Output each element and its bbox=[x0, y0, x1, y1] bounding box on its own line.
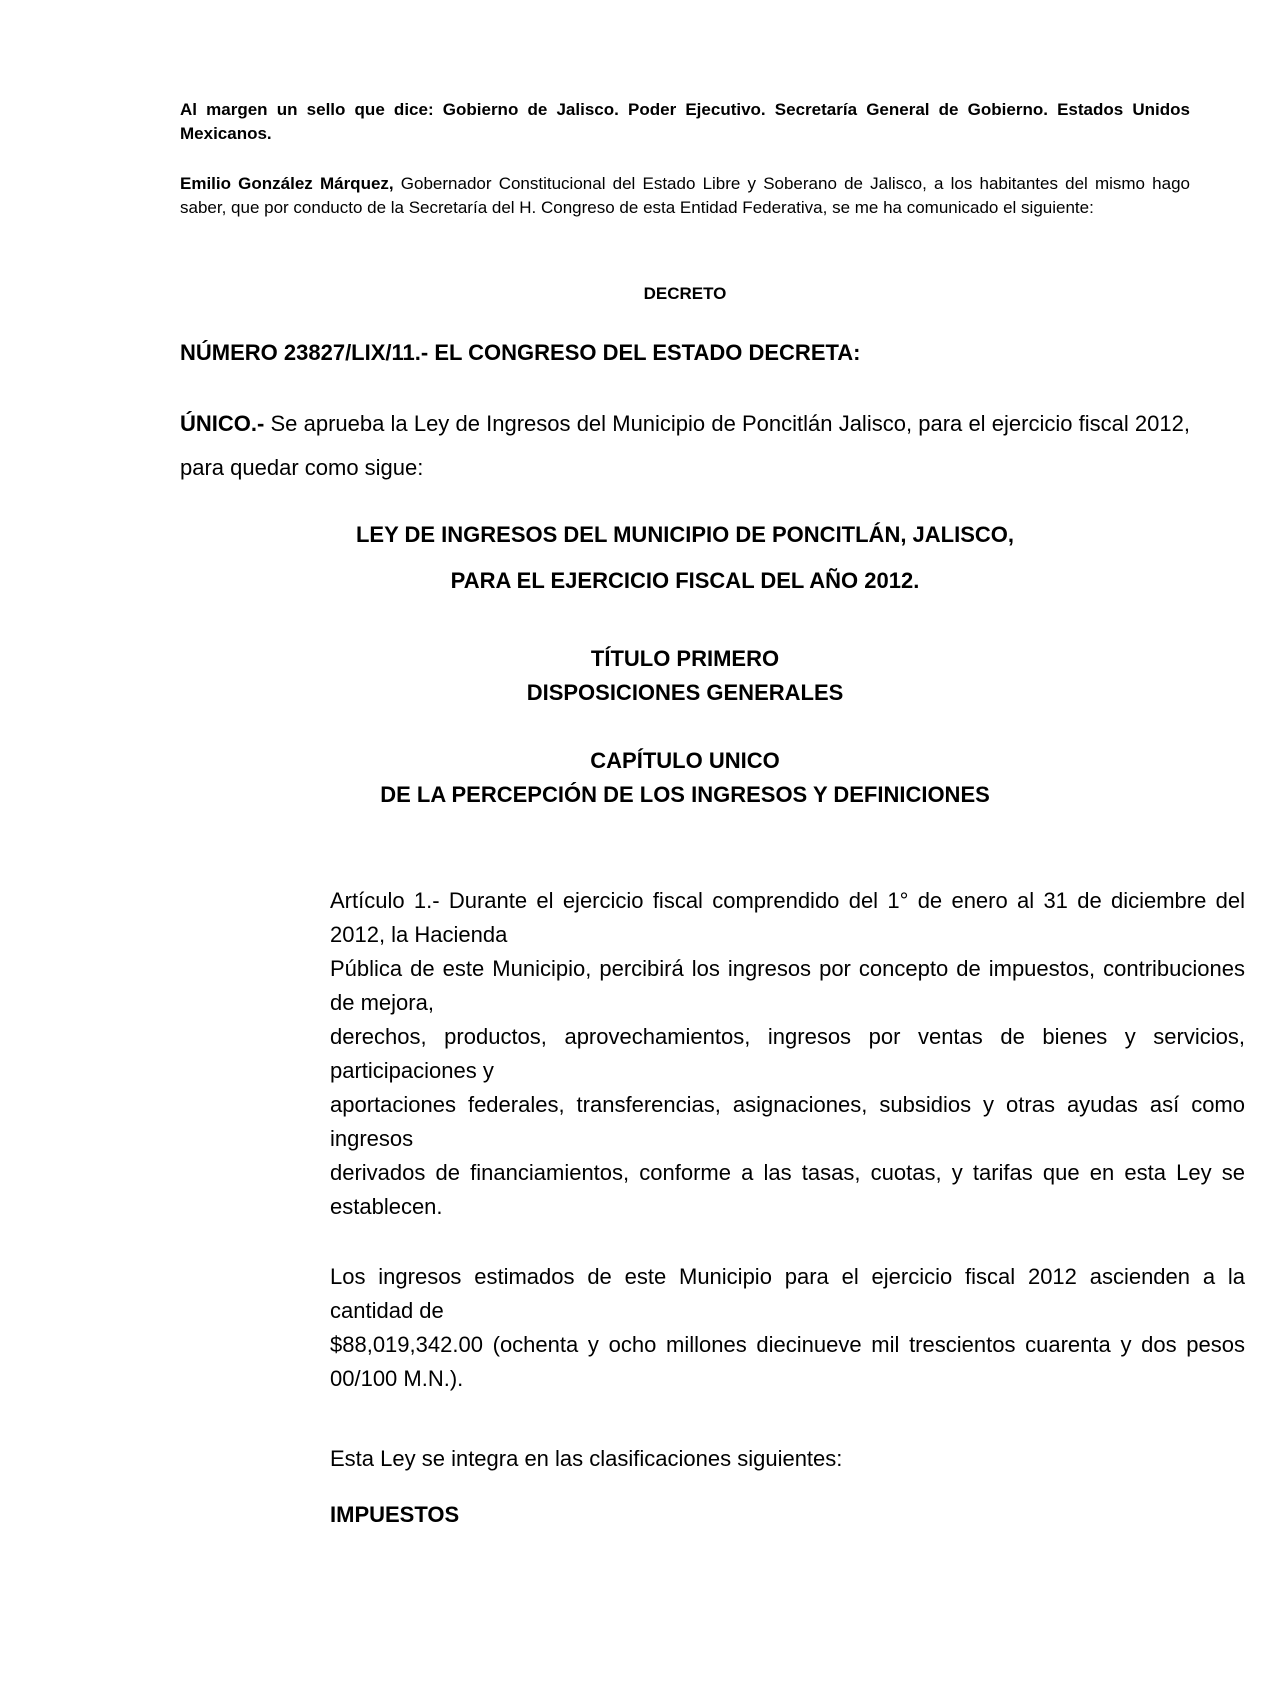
unico-text: Se aprueba la Ley de Ingresos del Municipio de Poncitlán Jalisco, para el ejercicio fiscal 2012, para quedar como sigue: bbox=[180, 411, 1190, 480]
article-1-line: aportaciones federales, transferencias, asignaciones, subsidios y otras ayudas así como ingresos bbox=[330, 1092, 1245, 1151]
estimated-income-line: Los ingresos estimados de este Municipio para el ejercicio fiscal 2012 ascienden a la cantidad de bbox=[330, 1264, 1245, 1323]
estimated-income-line: $88,019,342.00 (ochenta y ocho millones diecinueve mil trescientos cuarenta y dos pesos 00/100 M.N.). bbox=[330, 1332, 1245, 1391]
unico-label: ÚNICO.- bbox=[180, 411, 265, 436]
chapter-subtitle: DE LA PERCEPCIÓN DE LOS INGRESOS Y DEFINICIONES bbox=[380, 782, 990, 807]
unico-paragraph bbox=[180, 402, 1190, 490]
article-1 bbox=[330, 884, 1245, 1224]
decree-number: NÚMERO 23827/LIX/11.- EL CONGRESO DEL ESTADO DECRETA: bbox=[180, 340, 861, 365]
article-1-line: Pública de este Municipio, percibirá los ingresos por concepto de impuestos, contribuciones de mejora, bbox=[330, 956, 1245, 1015]
intro-paragraph bbox=[180, 172, 1190, 220]
chapter-heading bbox=[180, 744, 1190, 812]
governor-name: Emilio González Márquez, bbox=[180, 174, 394, 193]
section-heading-impuestos: IMPUESTOS bbox=[330, 1502, 460, 1527]
law-title-line-1: LEY DE INGRESOS DEL MUNICIPIO DE PONCITLÁN, JALISCO, bbox=[355, 522, 1015, 547]
title-disposiciones: DISPOSICIONES GENERALES bbox=[526, 680, 844, 705]
article-1-line: derivados de financiamientos, conforme a las tasas, cuotas, y tarifas que en esta Ley se establecen. bbox=[330, 1160, 1245, 1219]
estimated-income bbox=[330, 1260, 1245, 1396]
article-1-line: derechos, productos, aprovechamientos, ingresos por ventas de bienes y servicios, participaciones y bbox=[330, 1024, 1245, 1083]
law-title-line-2: PARA EL EJERCICIO FISCAL DEL AÑO 2012. bbox=[450, 568, 920, 593]
chapter-unico: CAPÍTULO UNICO bbox=[590, 748, 780, 773]
intro-text: Gobernador Constitucional del Estado Libre y Soberano de Jalisco, a los habitantes del mismo hago saber, que por conducto de la Secretaría del H. Congreso de esta Entidad Federativa, se me ha comunicado el siguiente: bbox=[180, 174, 1190, 217]
title-heading bbox=[180, 642, 1190, 710]
title-primero: TÍTULO PRIMERO bbox=[590, 646, 780, 671]
decree-label: DECRETO bbox=[643, 284, 727, 303]
article-1-line: Artículo 1.- Durante el ejercicio fiscal comprendido del 1° de enero al 31 de diciembre del 2012, la Hacienda bbox=[330, 888, 1245, 947]
classification-intro: Esta Ley se integra en las clasificaciones siguientes: bbox=[330, 1446, 843, 1471]
margin-note: Al margen un sello que dice: Gobierno de Jalisco. Poder Ejecutivo. Secretaría General de Gobierno. Estados Unidos Mexicanos. bbox=[180, 100, 1190, 143]
